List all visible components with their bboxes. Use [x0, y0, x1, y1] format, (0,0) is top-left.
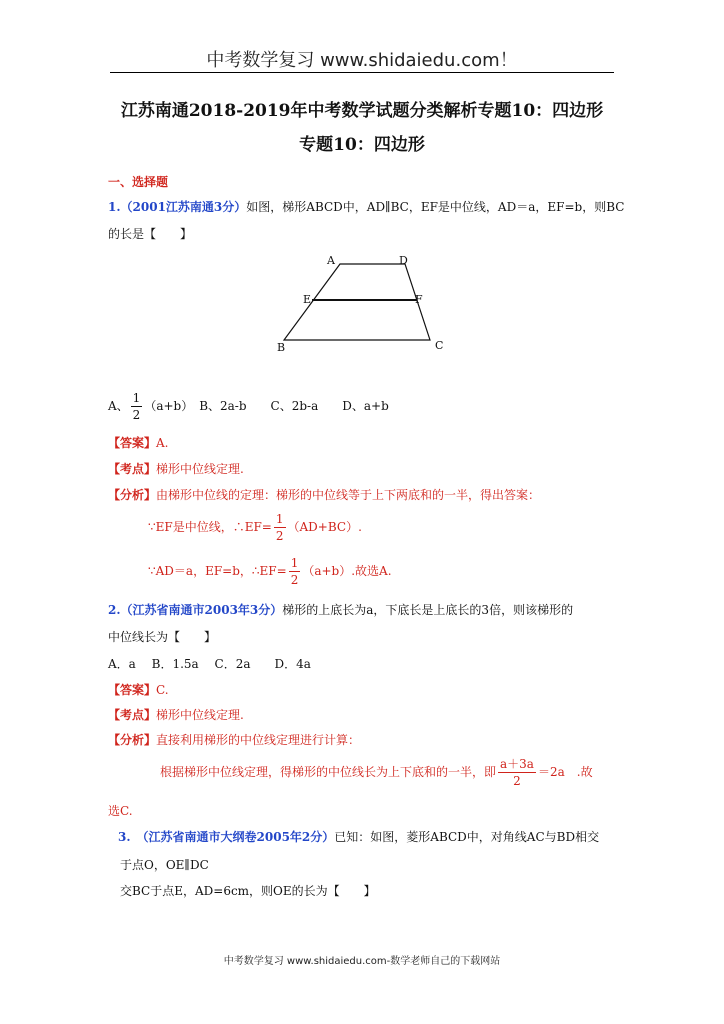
label-a: A — [327, 254, 335, 267]
q1-answer: 【答案】A. — [108, 436, 169, 450]
q2-stem-cont: 中位线长为【 】 — [108, 630, 217, 644]
label-f: F — [415, 293, 423, 306]
page-header: 中考数学复习 www.shidaiedu.com！ — [206, 50, 518, 71]
q2-options: A．a B．1.5a C．2a D．4a — [108, 657, 311, 671]
header-rule — [110, 72, 614, 73]
label-e: E — [303, 293, 312, 306]
q2-step: 根据梯形中位线定理，得梯形的中位线长为上下底和的一半，即 $\frac{a+3a}{2}$ ＝2a .故 — [160, 757, 593, 788]
q2-stem: 2.（江苏省南通市2003年3分）梯形的上底长为a，下底长是上底长的3倍，则该梯形的 — [108, 603, 574, 617]
topic-title: 专题10：四边形 — [299, 135, 425, 155]
q1-step1-fraction: $\frac{1}{2}$ — [275, 512, 284, 543]
page-footer: 中考数学复习 www.shidaiedu.com-数学老师自己的下载网站 — [223, 956, 501, 967]
label-d: D — [399, 254, 408, 267]
q1-text: 如图，梯形ABCD中，AD∥BC，EF是中位线，AD＝a，EF=b，则BC — [246, 200, 625, 214]
q1-options: A、 $\frac{1}{2}$ （a+b） B、2a-b C、2b-a D、a+b — [108, 391, 389, 422]
q2-source: 2.（江苏省南通市2003年3分） — [108, 603, 283, 617]
q3-stem-cont2: 交BC于点E，AD=6cm，则OE的长为【 】 — [120, 884, 376, 898]
q1-stem-cont: 的长是【 】 — [108, 227, 193, 241]
q1-analysis: 【分析】由梯形中位线的定理：梯形的中位线等于上下两底和的一半，得出答案： — [108, 488, 541, 502]
q2-analysis: 【分析】直接利用梯形的中位线定理进行计算： — [108, 733, 361, 747]
section-heading: 一、选择题 — [108, 175, 169, 189]
q1-step2: ∵AD＝a，EF=b，∴EF= $\frac{1}{2}$ （a+b）.故选A. — [148, 556, 392, 587]
q2-step-fraction: $\frac{a+3a}{2}$ — [500, 757, 534, 788]
document-title: 江苏南通2018-2019年中考数学试题分类解析专题10：四边形 — [120, 101, 604, 121]
q1-point: 【考点】梯形中位线定理. — [108, 462, 244, 476]
q1-option-fraction: $\frac{1}{2}$ — [132, 391, 141, 422]
q1-step2-fraction: $\frac{1}{2}$ — [290, 556, 299, 587]
q1-source: 1.（2001江苏南通3分） — [108, 200, 247, 214]
q2-point: 【考点】梯形中位线定理. — [108, 708, 244, 722]
q1-step1: ∵EF是中位线，∴EF= $\frac{1}{2}$ （AD+BC）. — [148, 512, 362, 543]
trapezoid-figure — [270, 250, 460, 360]
q2-answer: 【答案】C. — [108, 683, 169, 697]
q3-source: 3. （江苏省南通市大纲卷2005年2分） — [118, 830, 335, 844]
q2-step-tail: 选C. — [108, 804, 133, 818]
label-c: C — [435, 339, 444, 352]
q3-stem-cont: 于点O，OE∥DC — [120, 858, 209, 872]
q3-stem: 3. （江苏省南通市大纲卷2005年2分）已知：如图，菱形ABCD中，对角线AC与BD相交 — [118, 830, 600, 844]
q1-stem — [108, 198, 624, 215]
label-b: B — [277, 341, 286, 354]
